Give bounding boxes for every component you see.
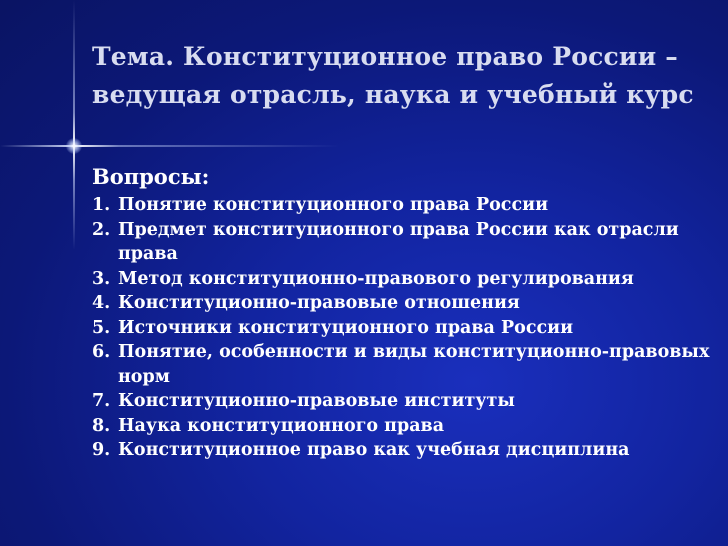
slide-title-line-2: ведущая отрасль, наука и учебный курс [92, 80, 694, 109]
slide-title-line-1: Тема. Конституционное право России – [92, 42, 678, 71]
list-item-text: Источники конституционного права России [118, 317, 574, 338]
list-item-text: Понятие, особенности и виды конституционно-правовых норм [118, 342, 710, 387]
list-item-text: Предмет конституционного права России как отрасли права [118, 219, 679, 264]
list-item [92, 267, 712, 292]
list-item [92, 414, 712, 439]
list-item [92, 389, 712, 414]
list-item [92, 193, 712, 218]
list-item-number: 4. [92, 293, 111, 313]
list-item-number: 2. [92, 219, 111, 240]
list-item-number: 1. [92, 195, 111, 215]
list-item [92, 340, 712, 389]
list-item-number: 5. [92, 317, 111, 338]
list-item-number: 8. [92, 415, 111, 436]
sparkle-glow [66, 138, 82, 154]
questions-heading: Вопросы: [92, 164, 210, 189]
list-item-text: Конституционно-правовые отношения [118, 293, 520, 313]
list-item-text: Метод конституционно-правового регулирования [118, 268, 634, 289]
sparkle-vertical-ray [73, 0, 75, 250]
list-item [92, 291, 712, 316]
list-item-number: 6. [92, 342, 111, 362]
questions-list [92, 193, 712, 463]
list-item-number: 7. [92, 391, 111, 411]
sparkle-horizontal-ray [0, 145, 340, 147]
list-item-number: 9. [92, 440, 111, 460]
list-item [92, 218, 712, 267]
list-item-number: 3. [92, 268, 111, 289]
list-item [92, 316, 712, 341]
list-item-text: Конституционное право как учебная дисциплина [118, 440, 630, 460]
list-item [92, 438, 712, 463]
slide-title [92, 38, 712, 114]
list-item-text: Конституционно-правовые институты [118, 391, 515, 411]
list-item-text: Понятие конституционного права России [118, 195, 549, 215]
list-item-text: Наука конституционного права [118, 415, 445, 436]
